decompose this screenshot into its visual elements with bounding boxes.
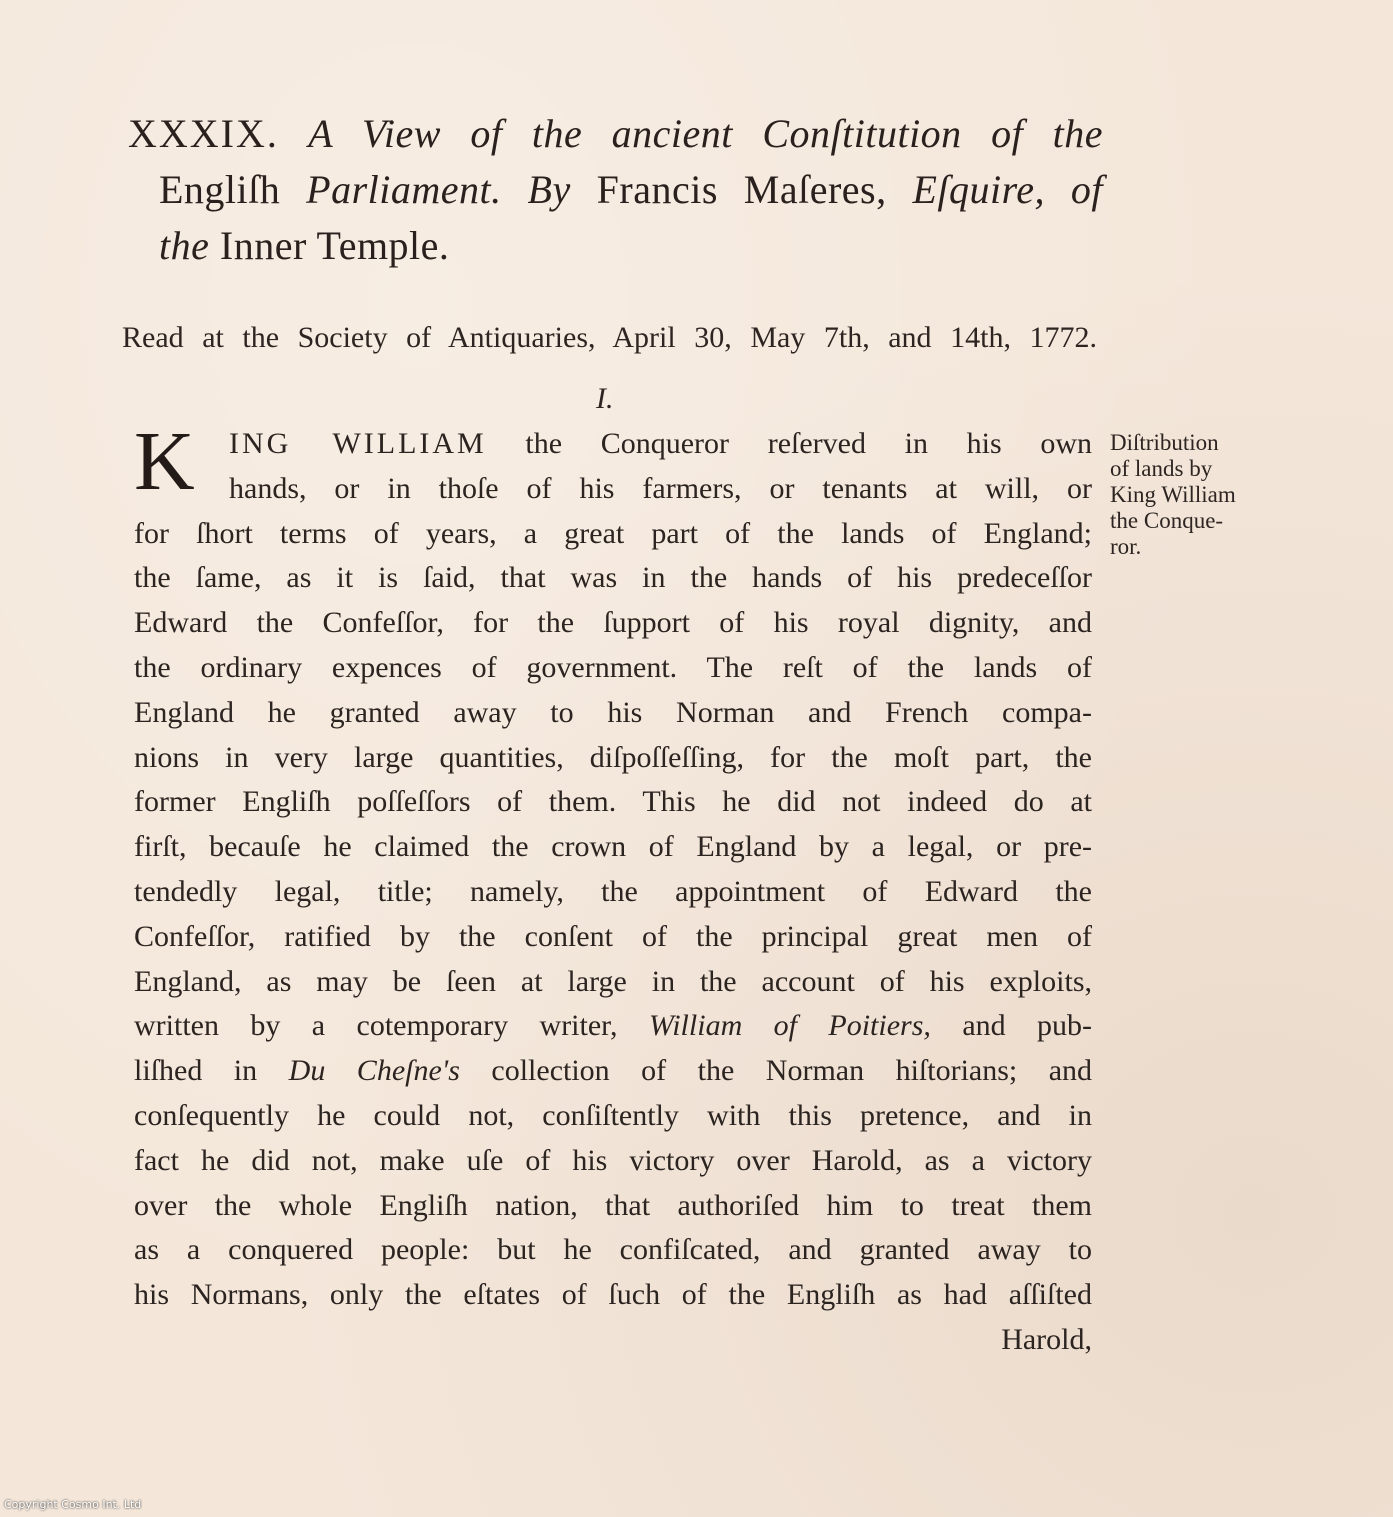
body-line: England he granted away to his Norman and French compa- — [134, 695, 1092, 729]
margin-note-line: of lands by — [1110, 456, 1213, 481]
italic-name: William of Poitiers, — [648, 1009, 931, 1043]
italic-name: Du Cheſne's — [288, 1054, 460, 1088]
title-word: Engliſh — [159, 167, 281, 212]
article-title — [128, 106, 1103, 274]
article-number: XXXIX. — [128, 111, 279, 156]
title-line-3 — [128, 218, 1103, 274]
body-line: nions in very large quantities, diſpoſſeſſing, for the moſt part, the — [134, 740, 1092, 774]
body-line: tendedly legal, title; namely, the appointment of Edward the — [134, 874, 1092, 908]
body-text-span: the Conqueror reſerved in his own — [525, 427, 1092, 460]
title-word: Inner Temple. — [219, 223, 450, 268]
body-line — [134, 422, 1092, 467]
body-line: over the whole Engliſh nation, that authoriſed him to treat them — [134, 1188, 1092, 1222]
margin-note-line: Diſtribution — [1110, 430, 1219, 455]
read-at-line: Read at the Society of Antiquaries, April 30, May 7th, and 14th, 1772. — [122, 321, 1097, 354]
smallcaps-name: ING WILLIAM — [229, 427, 487, 460]
body-line: firſt, becauſe he claimed the crown of England by a legal, or pre- — [134, 830, 1092, 864]
body-line — [134, 1004, 1092, 1049]
body-line: Confeſſor, ratified by the conſent of the principal great men of — [134, 919, 1092, 953]
body-text-span: liſhed in — [134, 1054, 258, 1088]
body-line: conſequently he could not, conſiſtently with this pretence, and in — [134, 1098, 1092, 1132]
catchword: Harold, — [1001, 1322, 1092, 1356]
body-line: as a conquered people: but he confiſcated, and granted away to — [134, 1233, 1092, 1267]
margin-note — [1110, 430, 1260, 560]
body-line: the ſame, as it is ſaid, that was in the hands of his predeceſſor — [134, 561, 1092, 595]
body-text-span: and pub- — [962, 1009, 1093, 1043]
body-line: Edward the Confeſſor, for the ſupport of his royal dignity, and — [134, 606, 1092, 640]
body-line: fact he did not, make uſe of his victory over Harold, as a victory — [134, 1143, 1092, 1177]
body-text-span: written by a cotemporary writer, — [134, 1009, 618, 1043]
body-line — [134, 1049, 1092, 1094]
title-italic-1: A View of the ancient Conſtitution of the — [308, 111, 1103, 156]
title-line-2 — [128, 162, 1103, 218]
title-word: of — [1070, 167, 1104, 212]
copyright-notice: Copyright Cosmo Int. Ltd — [4, 1498, 142, 1511]
drop-cap: K — [134, 415, 195, 508]
title-word: Parliament. — [306, 167, 502, 212]
title-word: Eſquire, — [912, 167, 1045, 212]
body-line: England, as may be ſeen at large in the account of his exploits, — [134, 964, 1092, 998]
title-word: By — [527, 167, 571, 212]
title-word: the — [159, 223, 210, 268]
body-text-span: collection of the Norman hiſtorians; and — [491, 1054, 1093, 1088]
section-number: I. — [596, 382, 614, 415]
body-paragraph — [134, 415, 1093, 1363]
body-line: his Normans, only the eſtates of ſuch of the Engliſh as had aſſiſted — [134, 1278, 1092, 1312]
margin-note-line: the Conque- — [1110, 508, 1224, 533]
body-line: for ſhort terms of years, a great part of the lands of England; — [134, 516, 1092, 550]
body-line: former Engliſh poſſeſſors of them. This he did not indeed do at — [134, 785, 1092, 819]
margin-note-line: ror. — [1110, 534, 1142, 559]
author-name: Francis Maſeres, — [596, 167, 887, 212]
body-line: hands, or in thoſe of his farmers, or tenants at will, or — [229, 471, 1092, 505]
margin-note-line: King William — [1110, 482, 1236, 507]
body-line: the ordinary expences of government. The reſt of the lands of — [134, 650, 1092, 684]
title-line-1 — [128, 106, 1103, 162]
